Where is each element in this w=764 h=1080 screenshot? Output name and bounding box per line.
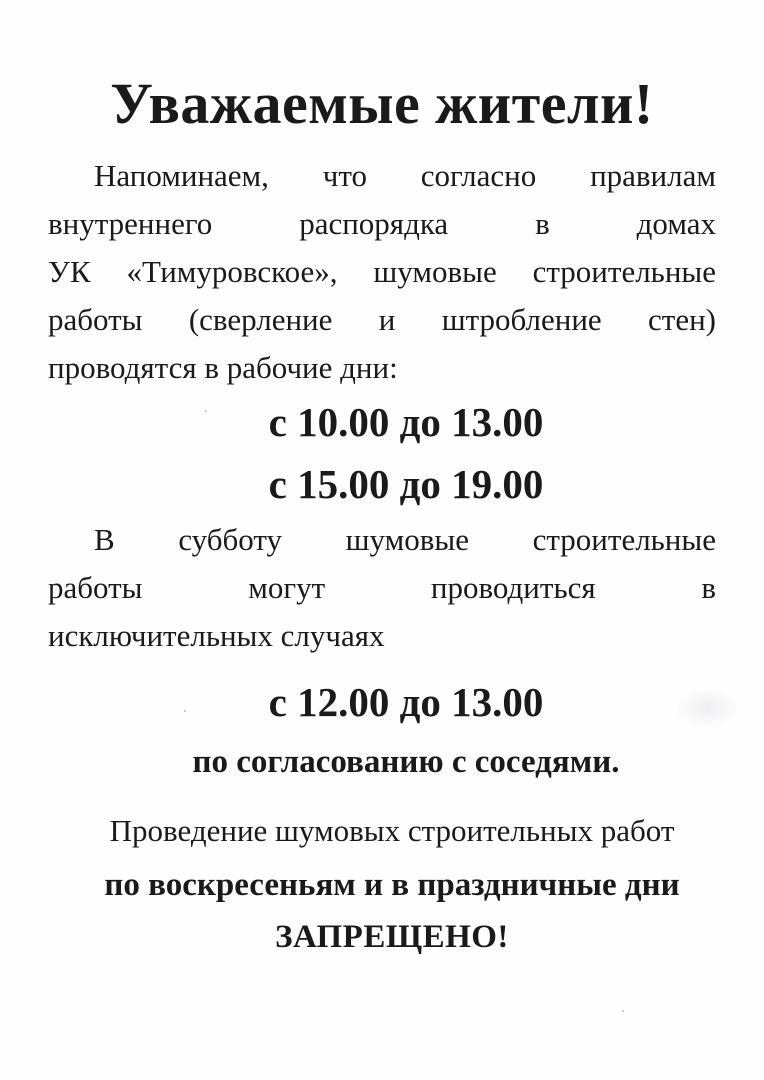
weekday-time-morning: с 10.00 до 13.00 [268, 399, 544, 445]
paper-speck [205, 410, 207, 412]
weekday-rules-paragraph [48, 152, 716, 392]
paragraph-line: В субботу шумовые строительные [94, 522, 716, 557]
paragraph-line: Напоминаем, что согласно правилам [94, 158, 716, 193]
prohibition-line-2: по воскресеньям и в праздничные дни [104, 867, 680, 903]
weekday-time-afternoon: с 15.00 до 19.00 [268, 461, 544, 507]
paragraph-line: внутреннего распорядка в домах [48, 206, 716, 241]
prohibition-line-3: ЗАПРЕЩЕНО! [275, 919, 509, 955]
paragraph-line: проводятся в рабочие дни: [48, 350, 398, 385]
paper-smudge [676, 688, 738, 728]
paragraph-line: работы могут проводиться в [48, 570, 716, 605]
notice-title: Уважаемые жители! [110, 71, 654, 136]
saturday-condition: по согласованию с соседями. [192, 744, 620, 780]
paragraph-line: УК «Тимуровское», шумовые строительные [48, 254, 716, 289]
saturday-rules-paragraph [48, 516, 716, 660]
paragraph-line: работы (сверление и штробление стен) [48, 302, 716, 337]
paper-speck [622, 1010, 624, 1012]
saturday-time: с 12.00 до 13.00 [268, 679, 544, 725]
prohibition-line-1: Проведение шумовых строительных работ [109, 813, 675, 848]
paper-speck [184, 710, 186, 712]
paragraph-line: исключительных случаях [48, 618, 385, 653]
